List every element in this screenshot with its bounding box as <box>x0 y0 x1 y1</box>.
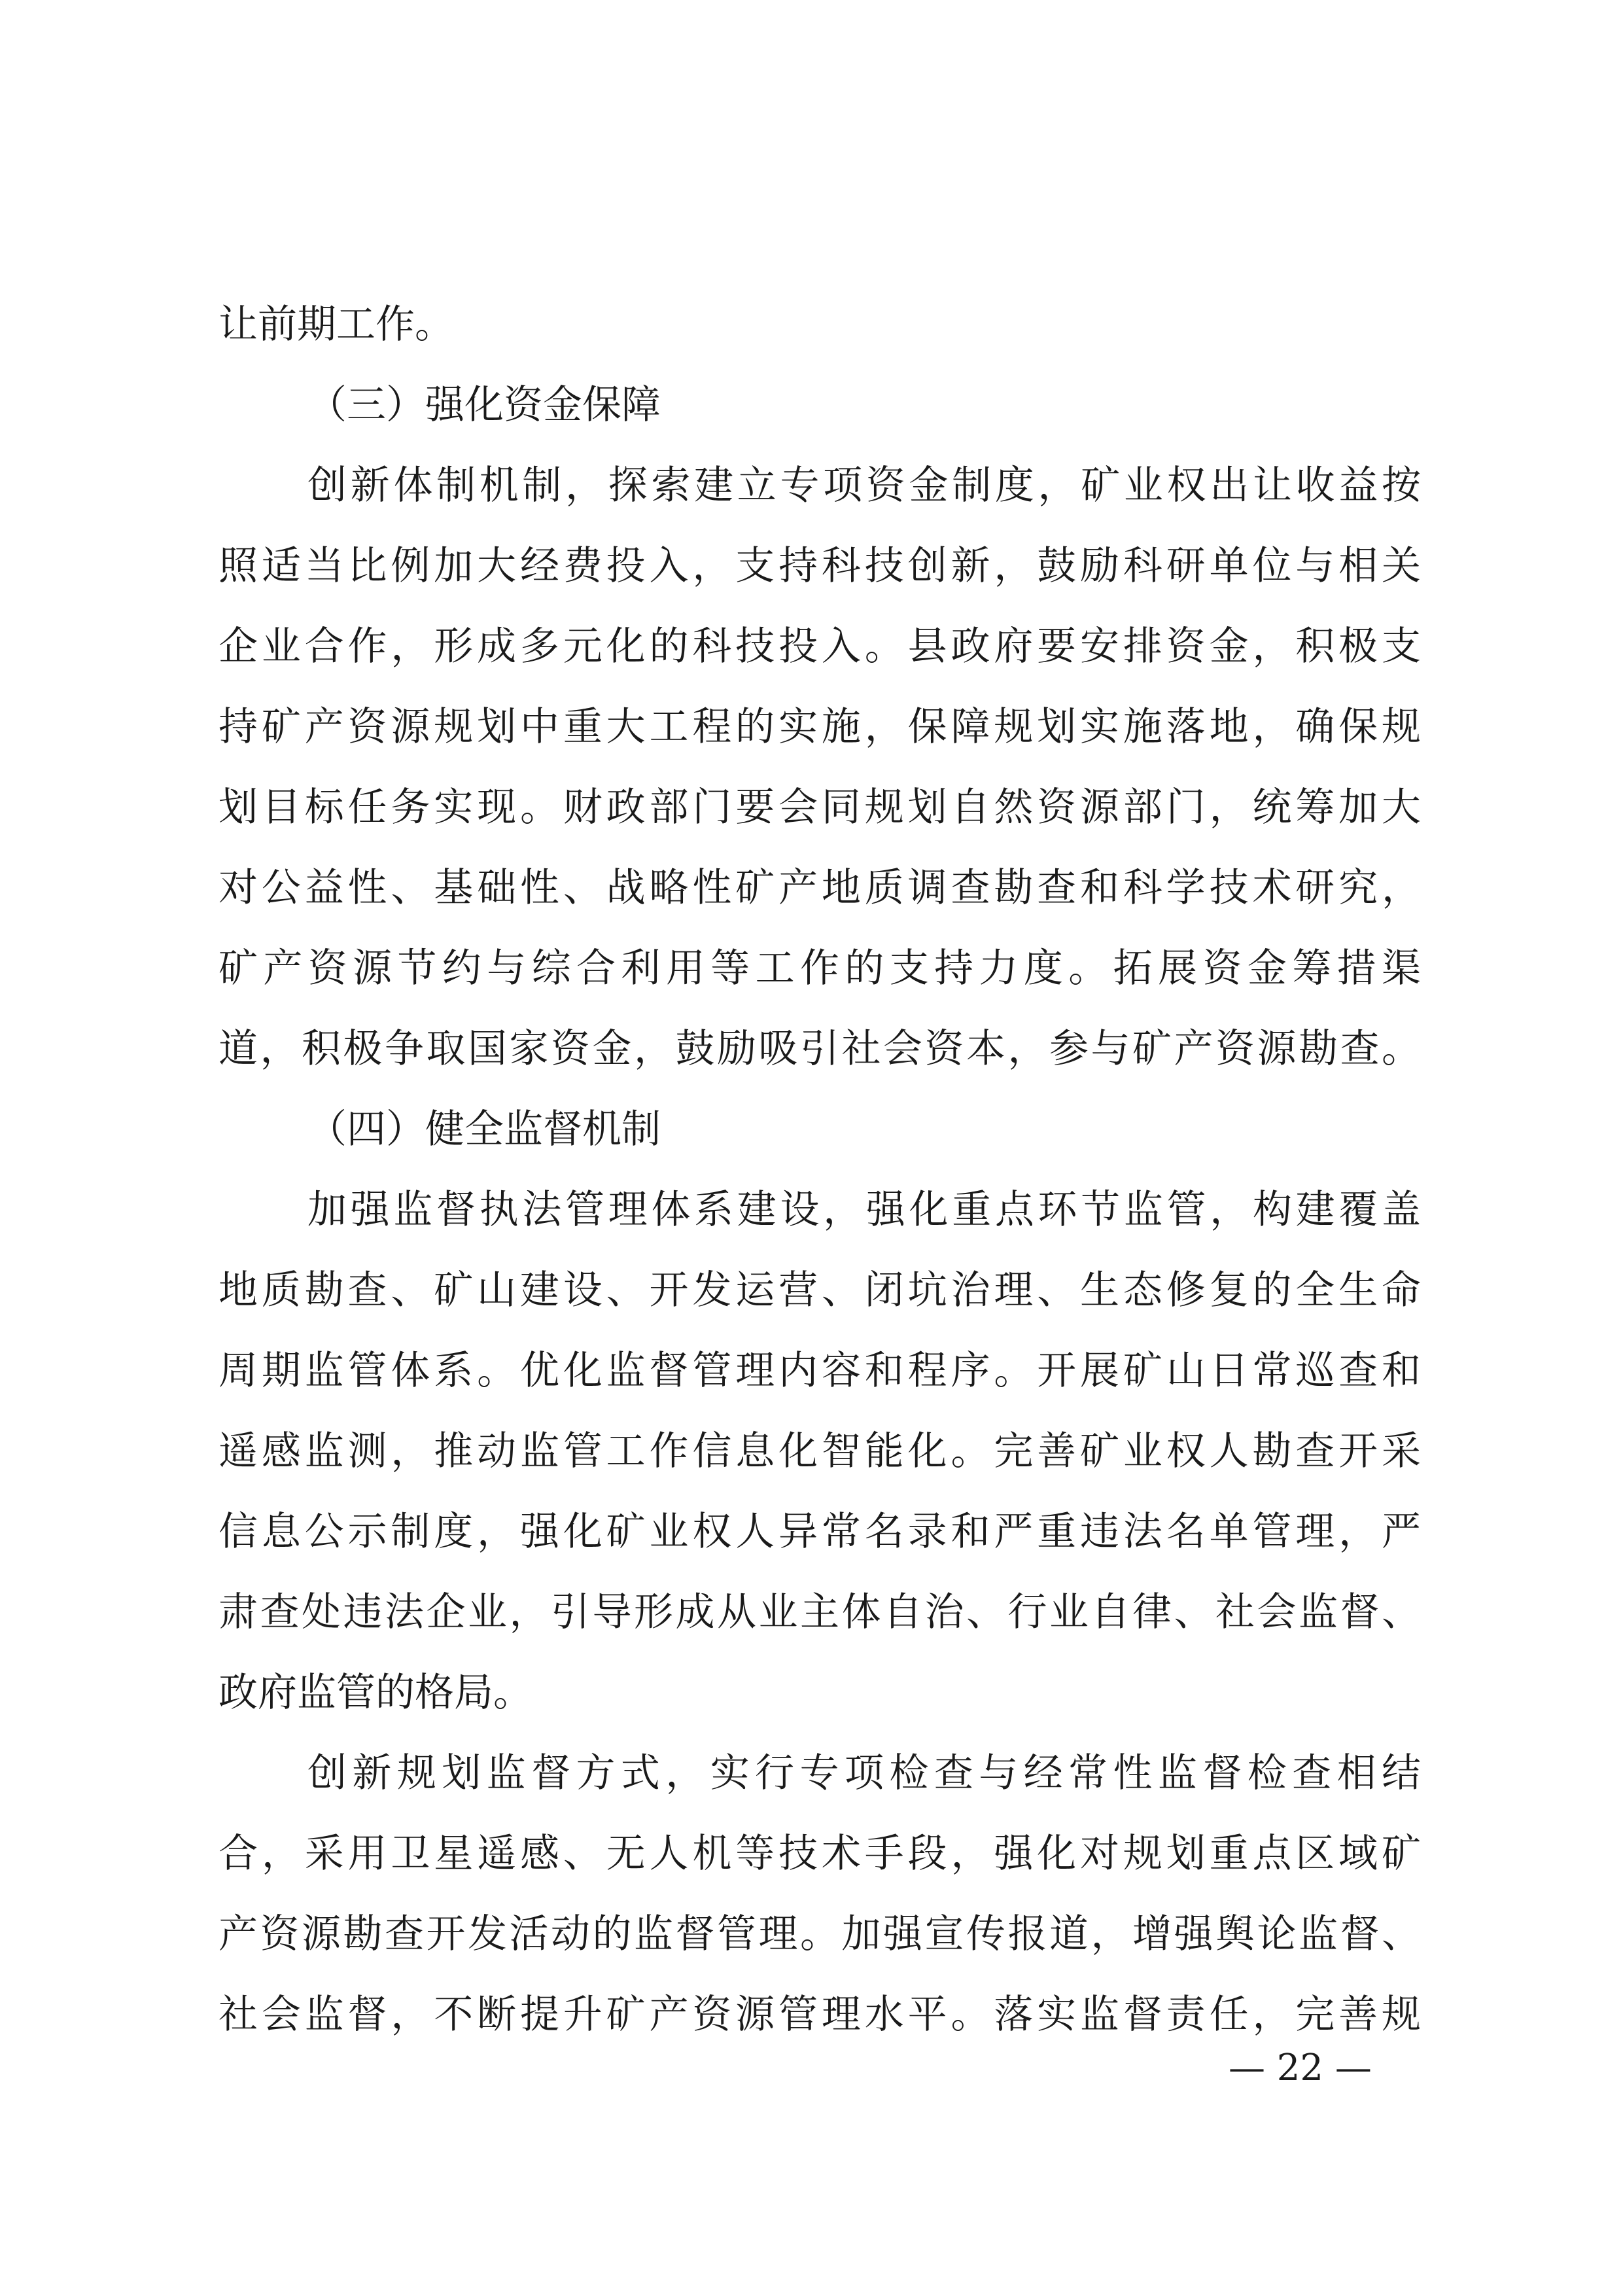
section-heading: （三）强化资金保障 <box>307 382 661 428</box>
text-line: 划目标任务实现。财政部门要会同规划自然资源部门，统筹加大 <box>218 785 1421 830</box>
text-line: 创新体制机制，探索建立专项资金制度，矿业权出让收益按 <box>307 463 1421 508</box>
section-heading: （四）健全监督机制 <box>307 1106 661 1152</box>
text-line: 照适当比例加大经费投入，支持科技创新，鼓励科研单位与相关 <box>218 543 1421 589</box>
text-line: 创新规划监督方式，实行专项检查与经常性监督检查相结 <box>307 1750 1421 1796</box>
text-line: 企业合作，形成多元化的科技投入。县政府要安排资金，积极支 <box>218 624 1421 669</box>
text-line: 遥感监测，推动监管工作信息化智能化。完善矿业权人勘查开采 <box>218 1428 1421 1474</box>
text-line: 周期监管体系。优化监督管理内容和程序。开展矿山日常巡查和 <box>218 1348 1421 1394</box>
text-line: 道，积极争取国家资金，鼓励吸引社会资本，参与矿产资源勘查。 <box>218 1026 1421 1072</box>
text-line: 矿产资源节约与综合利用等工作的支持力度。拓展资金筹措渠 <box>218 945 1421 991</box>
text-line: 肃查处违法企业，引导形成从业主体自治、行业自律、社会监督、 <box>218 1589 1421 1635</box>
text-line: 持矿产资源规划中重大工程的实施，保障规划实施落地，确保规 <box>218 704 1421 750</box>
page-number: — 22 — <box>1229 2047 1372 2089</box>
text-line: 产资源勘查开发活动的监督管理。加强宣传报道，增强舆论监督、 <box>218 1911 1421 1957</box>
text-line: 社会监督，不断提升矿产资源管理水平。落实监督责任，完善规 <box>218 1992 1421 2038</box>
text-line: 政府监管的格局。 <box>218 1670 532 1716</box>
text-line: 合，采用卫星遥感、无人机等技术手段，强化对规划重点区域矿 <box>218 1831 1421 1877</box>
text-line: 地质勘查、矿山建设、开发运营、闭坑治理、生态修复的全生命 <box>218 1267 1421 1313</box>
text-line: 让前期工作。 <box>218 302 454 347</box>
document-body <box>218 285 1421 2055</box>
text-line: 信息公示制度，强化矿业权人异常名录和严重违法名单管理，严 <box>218 1509 1421 1555</box>
text-line: 对公益性、基础性、战略性矿产地质调查勘查和科学技术研究， <box>218 865 1421 911</box>
text-line: 加强监督执法管理体系建设，强化重点环节监管，构建覆盖 <box>307 1187 1421 1233</box>
